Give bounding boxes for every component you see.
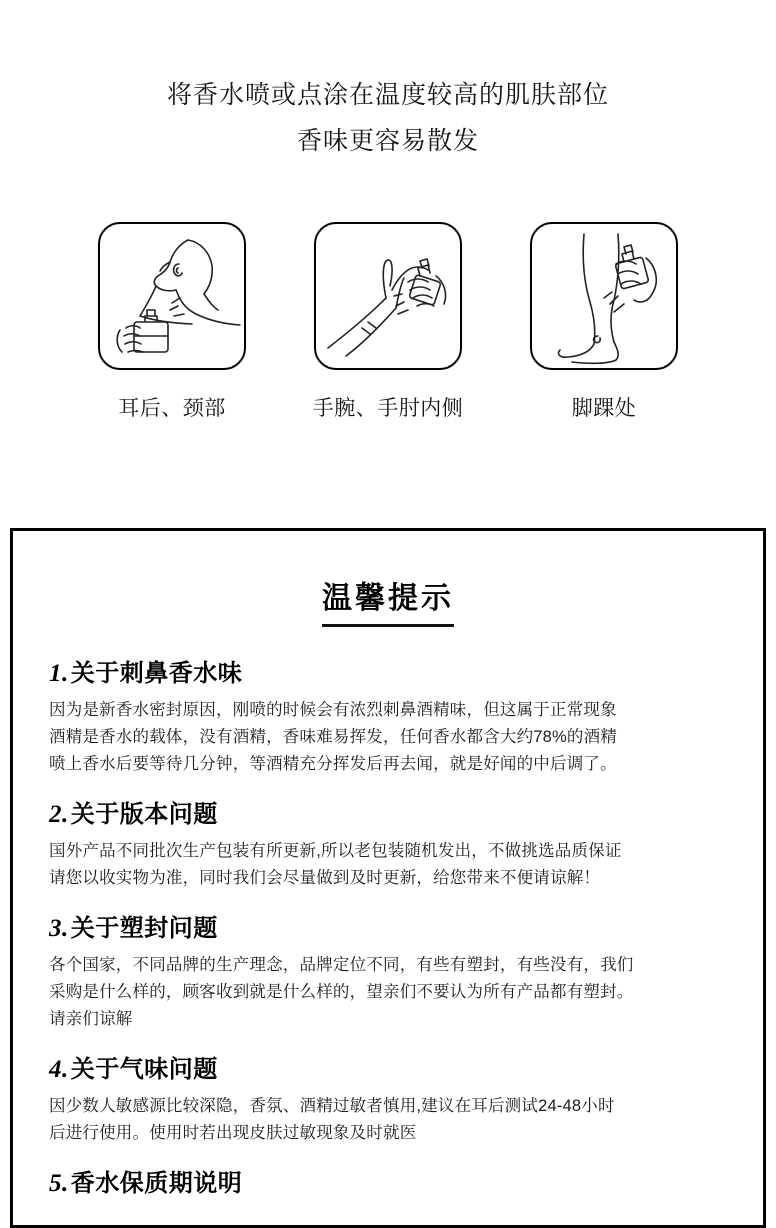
tips-panel xyxy=(10,528,766,1228)
illustration-item xyxy=(314,222,462,422)
tips-section-body xyxy=(49,838,727,892)
tips-section-body xyxy=(49,952,727,1033)
illustration-item xyxy=(530,222,678,422)
tips-section-title: 关于刺鼻香水味 xyxy=(70,660,243,687)
tips-section-number: 5. xyxy=(49,1170,69,1197)
ankle-spray-icon xyxy=(530,222,678,370)
tips-body-line: 因为是新香水密封原因，刚喷的时候会有浓烈刺鼻酒精味，但这属于正常现象 xyxy=(49,701,617,719)
tips-body-line: 请您以收实物为准，同时我们会尽量做到及时更新，给您带来不便请谅解！ xyxy=(49,869,601,887)
tips-section-heading xyxy=(49,794,727,829)
tips-section-2 xyxy=(49,794,727,892)
tips-section-number: 4. xyxy=(49,1056,69,1083)
tips-body-line: 因少数人敏感源比较深隐，香氛、酒精过敏者慎用,建议在耳后测试24-48小时 xyxy=(49,1097,615,1115)
illustration-caption: 手腕、手肘内侧 xyxy=(312,397,464,420)
illustration-item xyxy=(98,222,246,422)
tips-title-wrap xyxy=(49,573,727,627)
tips-section-title: 关于气味问题 xyxy=(70,1056,218,1083)
tips-section-heading xyxy=(49,1163,727,1198)
tips-section-1 xyxy=(49,653,727,778)
headline-line-2: 香味更容易散发 xyxy=(296,127,479,155)
neck-behind-ear-spray-icon xyxy=(98,222,246,370)
tips-section-4 xyxy=(49,1049,727,1147)
tips-section-heading xyxy=(49,653,727,688)
illustration-row xyxy=(0,222,776,422)
tips-body-line: 采购是什么样的，顾客收到就是什么样的，望亲们不要认为所有产品都有塑封。 xyxy=(49,983,634,1001)
tips-section-3 xyxy=(49,908,727,1033)
headline-line-1: 将香水喷或点涂在温度较高的肌肤部位 xyxy=(166,81,609,109)
wrist-inner-elbow-spray-icon xyxy=(314,222,462,370)
tips-section-heading xyxy=(49,1049,727,1084)
tips-section-body xyxy=(49,697,727,778)
illustration-caption: 脚踝处 xyxy=(571,397,637,420)
tips-section-title: 关于塑封问题 xyxy=(70,915,218,942)
page-headline xyxy=(0,0,776,164)
tips-title: 温馨提示 xyxy=(322,573,454,627)
tips-body-line: 喷上香水后要等待几分钟，等酒精充分挥发后再去闻，就是好闻的中后调了。 xyxy=(49,755,617,773)
tips-body-line: 各个国家，不同品牌的生产理念，品牌定位不同，有些有塑封，有些没有，我们 xyxy=(49,956,634,974)
tips-section-number: 1. xyxy=(49,660,69,687)
tips-body-line: 酒精是香水的载体，没有酒精，香味难易挥发，任何香水都含大约78%的酒精 xyxy=(49,728,618,746)
tips-section-title: 关于版本问题 xyxy=(70,801,218,828)
tips-section-body xyxy=(49,1093,727,1147)
tips-section-5 xyxy=(49,1163,727,1198)
tips-body-line: 请亲们谅解 xyxy=(49,1010,133,1028)
illustration-caption: 耳后、颈部 xyxy=(118,397,226,420)
tips-section-number: 2. xyxy=(49,801,69,828)
tips-section-number: 3. xyxy=(49,915,69,942)
tips-body-line: 国外产品不同批次生产包装有所更新,所以老包装随机发出，不做挑选品质保证 xyxy=(49,842,622,860)
tips-section-title: 香水保质期说明 xyxy=(70,1170,243,1197)
tips-body-line: 后进行使用。使用时若出现皮肤过敏现象及时就医 xyxy=(49,1124,417,1142)
tips-section-heading xyxy=(49,908,727,943)
